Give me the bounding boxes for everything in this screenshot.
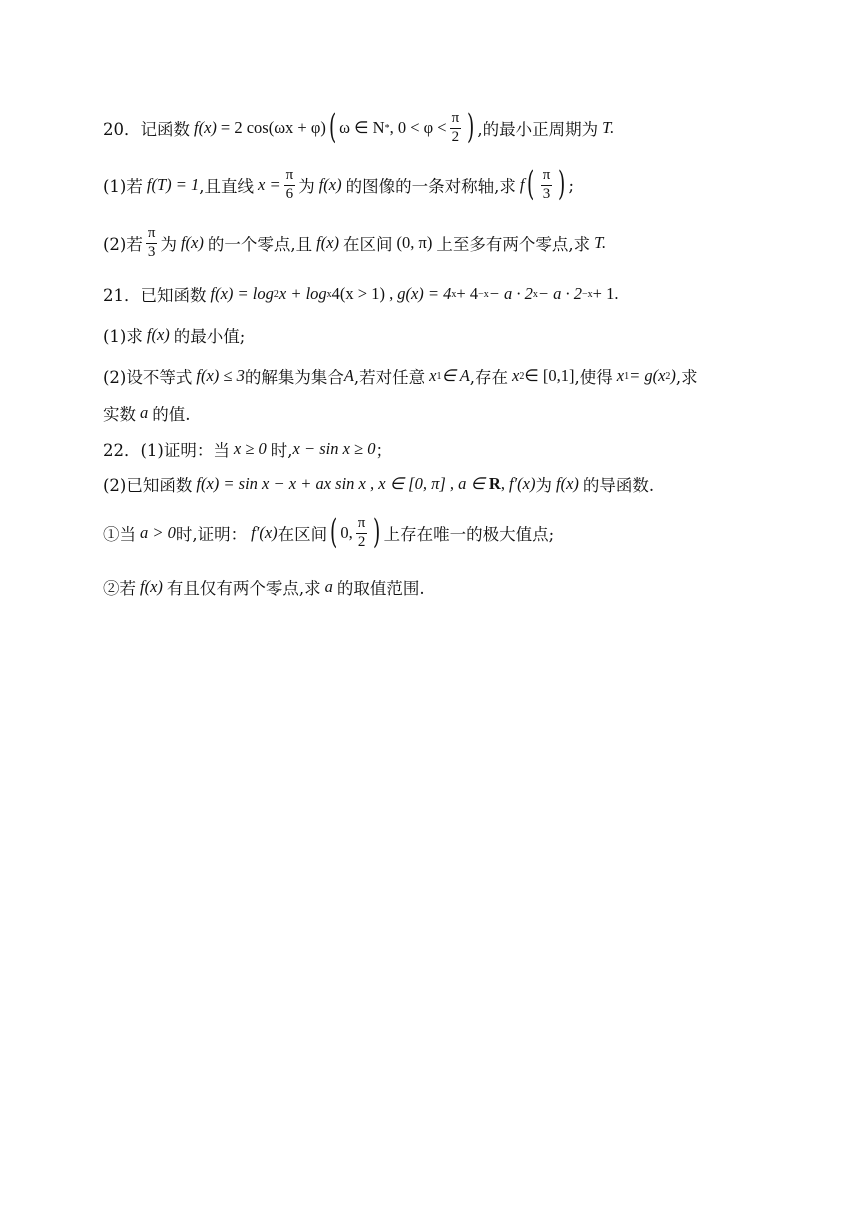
fraction-pi-over-6: $\frac{\pi}{6}$ — [285, 166, 294, 202]
question-21-part-1: (1)求 f(x) 的最小值; — [103, 325, 246, 346]
question-22-part-2: (2)已知函数 f(x) = sin x − x + ax sin x , x ∈ [0, π] , a ∈ R , f′(x) 为 f(x) 的导函数. — [103, 474, 655, 495]
question-22: 22． (1)证明：当 x ≥ 0 时, x − sin x ≥ 0 ； — [103, 439, 392, 460]
question-21-part-2: (2)设不等式 f(x) ≤ 3 的解集为集合 A ,若对任意 x 1 ∈ A ,存在 x 2 ∈ [0,1] ,使得 x 1 = g(x 2 ) ,求 — [103, 366, 698, 387]
fraction-pi-over-2: $\frac{\pi}{2}$ — [451, 109, 460, 145]
fraction-pi-over-2: $\frac{\pi}{2}$ — [357, 514, 366, 550]
question-20-part-2: (2)若 $\frac{\pi}{3}$ 为 f(x) 的一个零点,且 f(x) 在区间 (0, π) 上至多有两个零点,求 T. — [103, 224, 607, 260]
question-number: 21． — [103, 286, 141, 305]
fraction-pi-over-3: $\frac{\pi}{3}$ — [147, 224, 156, 260]
question-21-part-2-line-2: 实数 a 的值. — [103, 403, 191, 424]
question-number: 22． — [103, 441, 141, 460]
fraction-pi-over-3: $\frac{\pi}{3}$ — [542, 166, 551, 202]
question-20-part-1: (1)若 f(T) = 1 ,且直线 x = $\frac{\pi}{6}$ 为 f(x) 的图像的一条对称轴,求 f ( $\frac{\pi}{3}$ ) ; — [103, 164, 575, 205]
question-22-case-2: ②若 f(x) 有且仅有两个零点,求 a 的取值范围. — [103, 577, 425, 598]
question-number: 20． — [103, 120, 141, 139]
question-20: 20． 记函数 f(x) = 2 cos(ωx + φ) ( ω ∈ N * , 0 < φ < $\frac{\pi}{2}$ ) ,的最小正周期为 T. — [103, 107, 615, 148]
question-22-case-1: ①当 a > 0 时,证明： f′(x) 在区间 ( 0, $\frac{\pi}{2}$ ) 上存在唯一的极大值点; — [103, 512, 555, 553]
question-21: 21． 已知函数 f(x) = log 2 x + log x 4(x > 1) , g(x) = 4 x + 4 −x − a · 2 x − a · 2 −x + 1. — [103, 284, 619, 305]
